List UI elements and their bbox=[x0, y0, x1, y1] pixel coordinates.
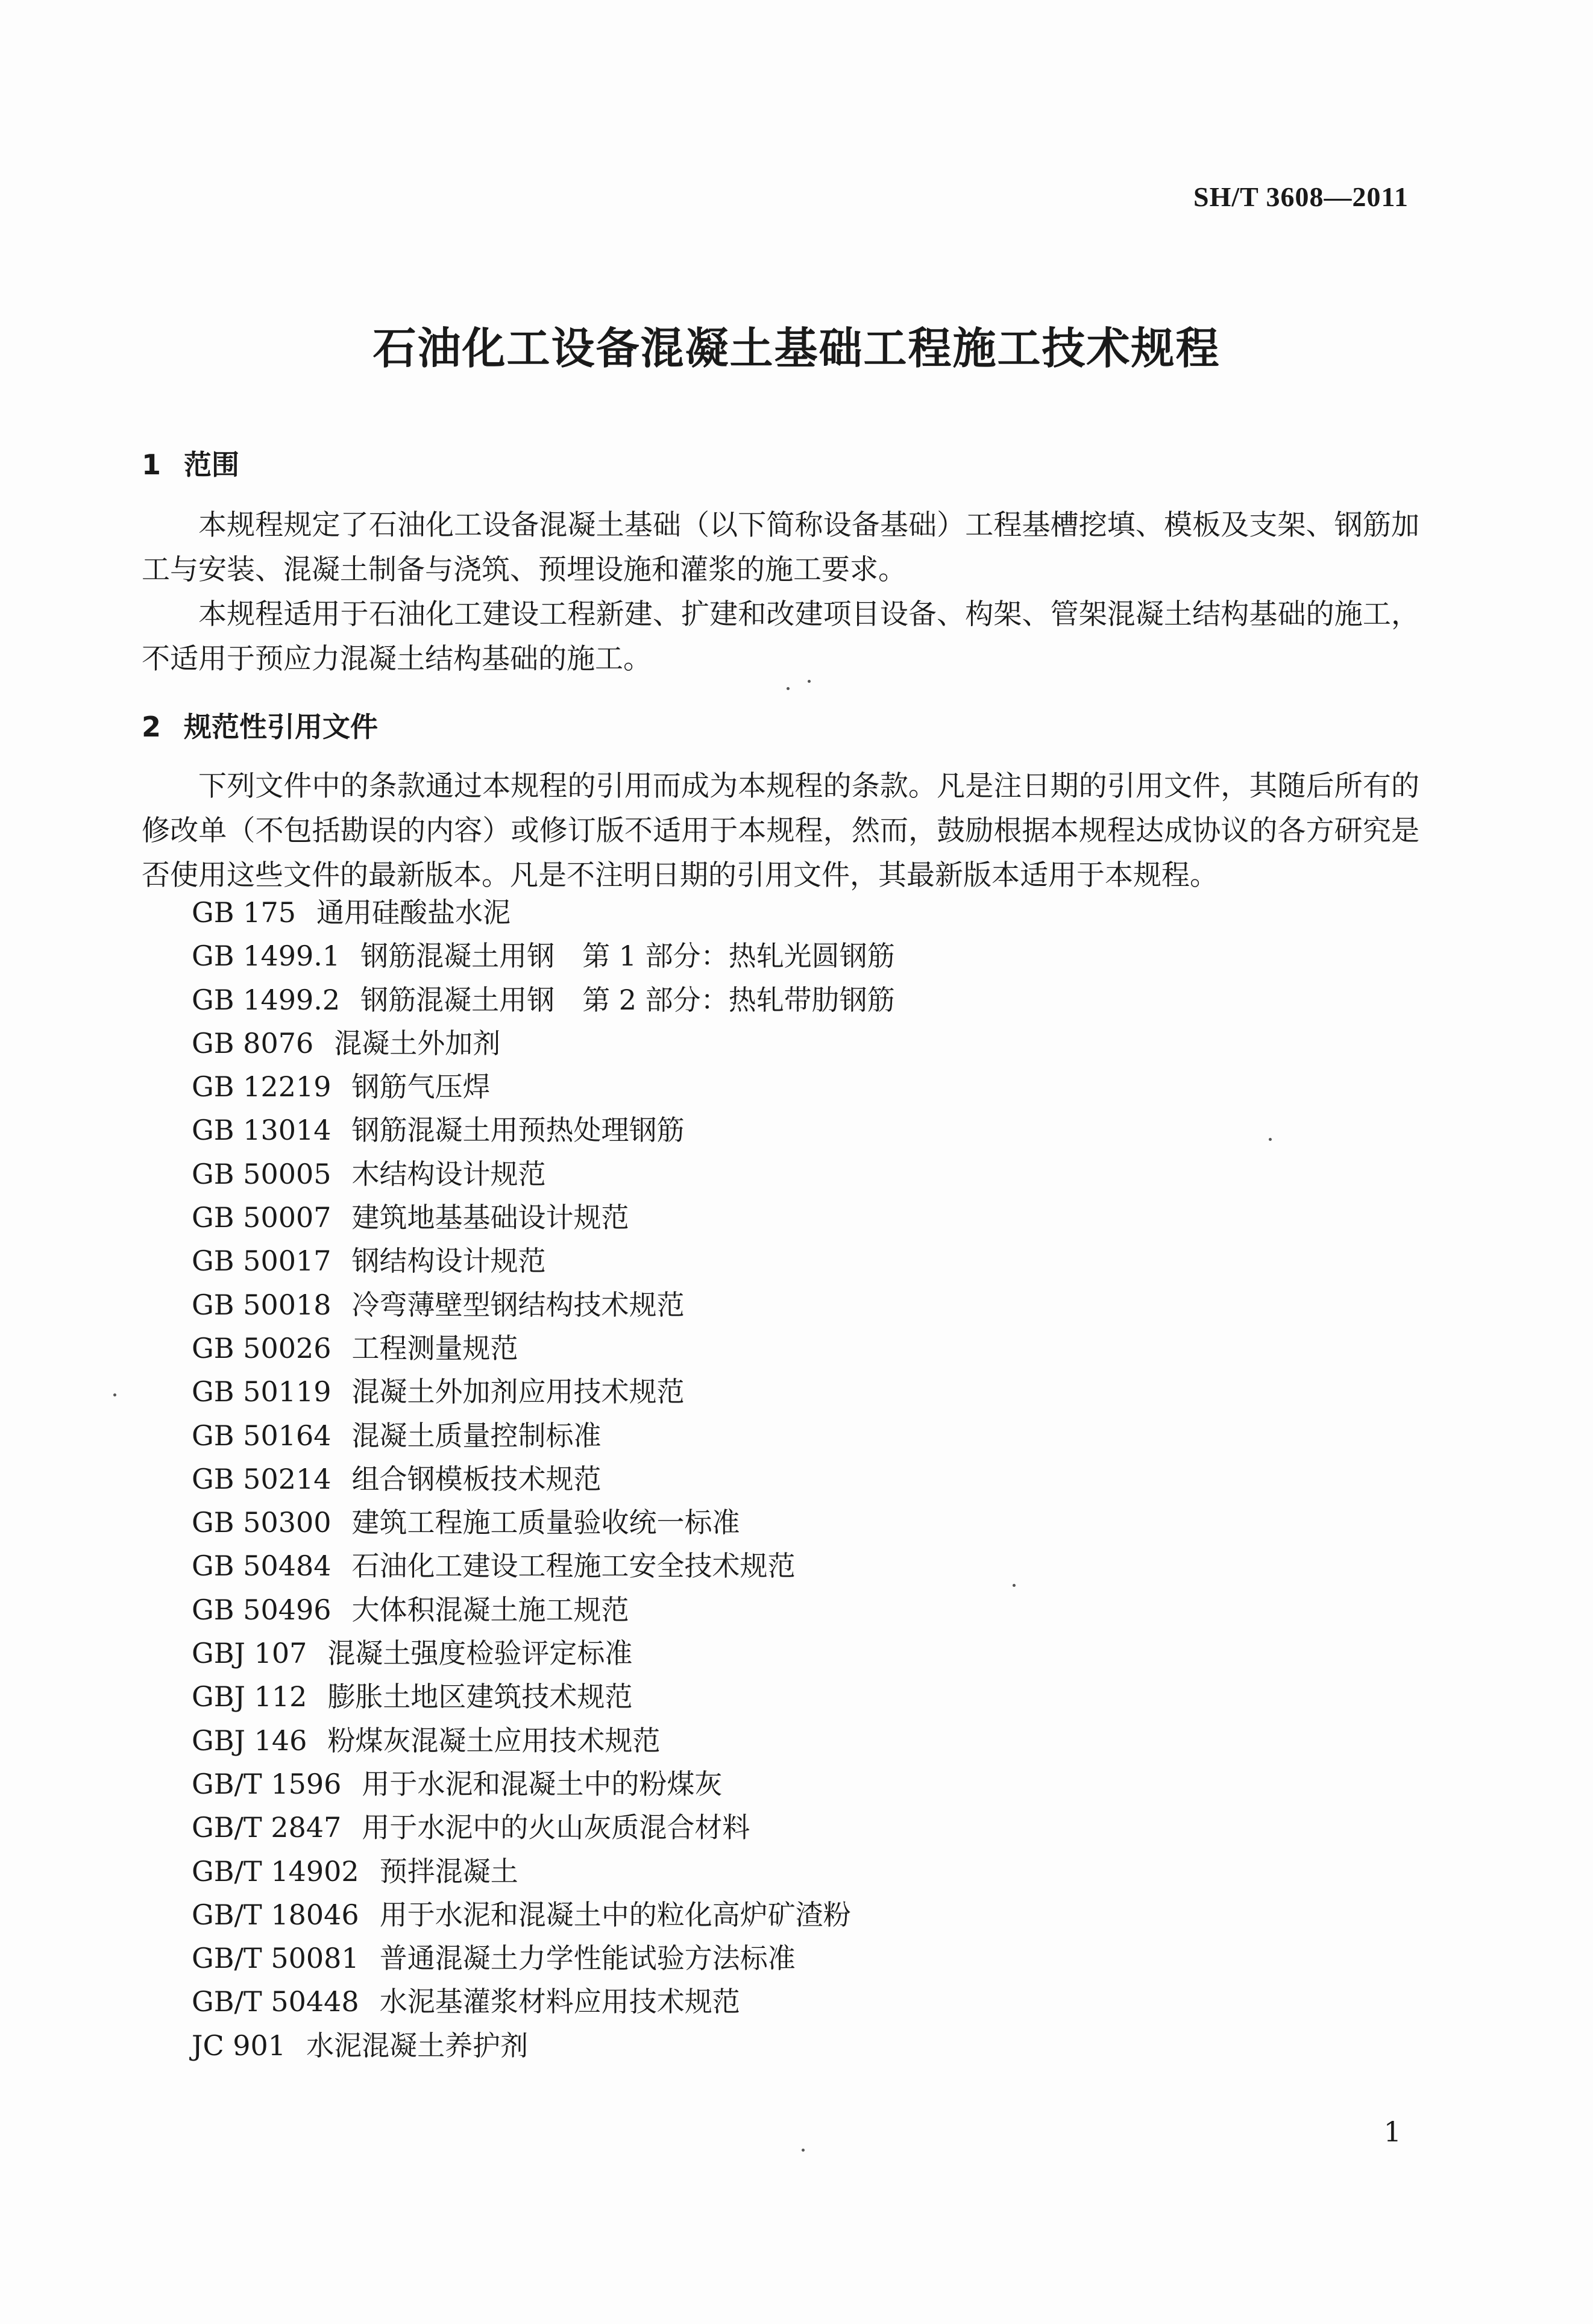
reference-title: 石油化工建设工程施工安全技术规范 bbox=[351, 1550, 796, 1583]
reference-code: GB 50214 bbox=[192, 1462, 331, 1495]
reference-item bbox=[192, 1893, 895, 1936]
reference-title: 用于水泥和混凝土中的粉煤灰 bbox=[362, 1767, 723, 1800]
reference-item bbox=[192, 1283, 895, 1327]
reference-item bbox=[192, 1065, 895, 1108]
reference-item bbox=[192, 1196, 895, 1239]
reference-title: 建筑工程施工质量验收统一标准 bbox=[351, 1506, 740, 1539]
section-heading-scope bbox=[142, 443, 239, 483]
reference-title: 预拌混凝土 bbox=[379, 1854, 518, 1888]
reference-title: 粉煤灰混凝土应用技术规范 bbox=[327, 1724, 661, 1757]
reference-code: GB 175 bbox=[192, 896, 296, 929]
reference-title: 钢筋混凝土用钢 第 1 部分：热轧光圆钢筋 bbox=[360, 940, 895, 973]
paragraph: 本规程规定了石油化工设备混凝土基础（以下简称设备基础）工程基槽挖填、模板及支架、钢筋加工与安装、混凝土制备与浇筑、预埋设施和灌浆的施工要求。 bbox=[142, 509, 1419, 586]
reference-code: JC 901 bbox=[192, 2029, 286, 2062]
paragraph: 下列文件中的条款通过本规程的引用而成为本规程的条款。凡是注日期的引用文件，其随后所有的修改单（不包括勘误的内容）或修订版不适用于本规程，然而，鼓励根据本规程达成协议的各方研究是否使用这些文件的最新版本。凡是不注明日期的引用文件，其最新版本适用于本规程。 bbox=[142, 770, 1419, 892]
reference-code: GB 13014 bbox=[192, 1114, 331, 1147]
reference-list bbox=[192, 891, 895, 2067]
reference-code: GB 50300 bbox=[192, 1506, 331, 1539]
reference-code: GB 50164 bbox=[192, 1419, 331, 1452]
reference-code: GB 50018 bbox=[192, 1288, 331, 1321]
scan-speck bbox=[808, 680, 811, 683]
reference-code: GB 1499.2 bbox=[192, 983, 341, 1016]
scan-speck bbox=[113, 1393, 116, 1396]
section-title: 范围 bbox=[184, 448, 239, 481]
reference-item bbox=[192, 1850, 895, 1893]
reference-code: GB 50005 bbox=[192, 1157, 331, 1190]
reference-item bbox=[192, 1936, 895, 1980]
reference-item bbox=[192, 1501, 895, 1544]
scan-speck bbox=[1269, 1138, 1272, 1141]
reference-title: 钢筋混凝土用钢 第 2 部分：热轧带肋钢筋 bbox=[360, 983, 895, 1016]
reference-item bbox=[192, 1239, 895, 1283]
page-number: 1 bbox=[1383, 2115, 1401, 2148]
scan-speck bbox=[802, 2149, 805, 2152]
reference-item bbox=[192, 1806, 895, 1849]
section-heading-normative-references bbox=[142, 705, 378, 745]
reference-code: GB/T 50448 bbox=[192, 1985, 359, 2018]
reference-item bbox=[192, 1762, 895, 1806]
scan-speck bbox=[787, 687, 790, 690]
reference-item bbox=[192, 1632, 895, 1675]
reference-code: GB 50026 bbox=[192, 1331, 331, 1365]
reference-title: 用于水泥和混凝土中的粒化高炉矿渣粉 bbox=[379, 1898, 851, 1931]
paragraph: 本规程适用于石油化工建设工程新建、扩建和改建项目设备、构架、管架混凝土结构基础的施工，不适用于预应力混凝土结构基础的施工。 bbox=[142, 598, 1419, 676]
section-number: 2 bbox=[142, 711, 162, 743]
reference-title: 普通混凝土力学性能试验方法标准 bbox=[379, 1942, 796, 1975]
reference-code: GB/T 2847 bbox=[192, 1811, 342, 1844]
reference-code: GB/T 14902 bbox=[192, 1854, 359, 1888]
section-title: 规范性引用文件 bbox=[184, 711, 378, 743]
reference-title: 木结构设计规范 bbox=[351, 1157, 546, 1190]
reference-title: 混凝土外加剂应用技术规范 bbox=[351, 1375, 685, 1409]
reference-code: GBJ 146 bbox=[192, 1724, 307, 1757]
reference-item bbox=[192, 1370, 895, 1413]
reference-item bbox=[192, 1022, 895, 1065]
reference-title: 工程测量规范 bbox=[351, 1331, 518, 1365]
reference-code: GB/T 18046 bbox=[192, 1898, 359, 1931]
reference-code: GB 50484 bbox=[192, 1550, 331, 1583]
reference-code: GB 12219 bbox=[192, 1070, 331, 1104]
reference-item bbox=[192, 978, 895, 1022]
scan-speck bbox=[1013, 1584, 1016, 1587]
reference-item bbox=[192, 1108, 895, 1152]
reference-title: 通用硅酸盐水泥 bbox=[316, 896, 511, 929]
reference-item bbox=[192, 2024, 895, 2067]
reference-title: 水泥混凝土养护剂 bbox=[306, 2029, 529, 2062]
reference-code: GBJ 107 bbox=[192, 1637, 307, 1670]
document-title: 石油化工设备混凝土基础工程施工技术规程 bbox=[372, 323, 1221, 374]
reference-title: 组合钢模板技术规范 bbox=[351, 1462, 602, 1495]
reference-title: 混凝土外加剂 bbox=[334, 1026, 501, 1060]
reference-code: GB 50119 bbox=[192, 1375, 331, 1409]
reference-title: 混凝土强度检验评定标准 bbox=[327, 1637, 633, 1670]
reference-title: 膨胀土地区建筑技术规范 bbox=[327, 1680, 633, 1713]
reference-title: 水泥基灌浆材料应用技术规范 bbox=[379, 1985, 740, 2018]
reference-title: 冷弯薄壁型钢结构技术规范 bbox=[351, 1288, 685, 1321]
reference-title: 钢筋气压焊 bbox=[351, 1070, 491, 1104]
reference-code: GBJ 112 bbox=[192, 1680, 307, 1713]
reference-title: 钢结构设计规范 bbox=[351, 1245, 546, 1278]
reference-code: GB/T 50081 bbox=[192, 1942, 359, 1975]
reference-item bbox=[192, 1152, 895, 1196]
reference-title: 混凝土质量控制标准 bbox=[351, 1419, 602, 1452]
reference-item bbox=[192, 934, 895, 978]
reference-code: GB 8076 bbox=[192, 1026, 314, 1060]
reference-item bbox=[192, 1675, 895, 1718]
reference-code: GB 1499.1 bbox=[192, 940, 341, 973]
reference-item bbox=[192, 1327, 895, 1370]
reference-item bbox=[192, 891, 895, 934]
reference-item bbox=[192, 1719, 895, 1762]
section-number: 1 bbox=[142, 448, 162, 481]
reference-title: 用于水泥中的火山灰质混合材料 bbox=[362, 1811, 750, 1844]
reference-item bbox=[192, 1457, 895, 1501]
reference-item bbox=[192, 1588, 895, 1632]
reference-code: GB 50017 bbox=[192, 1245, 331, 1278]
standard-code: SH/T 3608—2011 bbox=[1193, 181, 1409, 212]
reference-item bbox=[192, 1414, 895, 1457]
reference-item bbox=[192, 1544, 895, 1588]
reference-code: GB 50496 bbox=[192, 1593, 331, 1626]
reference-item bbox=[192, 1980, 895, 2023]
reference-title: 大体积混凝土施工规范 bbox=[351, 1593, 629, 1626]
reference-code: GB 50007 bbox=[192, 1201, 331, 1234]
reference-code: GB/T 1596 bbox=[192, 1767, 342, 1800]
reference-title: 钢筋混凝土用预热处理钢筋 bbox=[351, 1114, 685, 1147]
reference-title: 建筑地基基础设计规范 bbox=[351, 1201, 629, 1234]
